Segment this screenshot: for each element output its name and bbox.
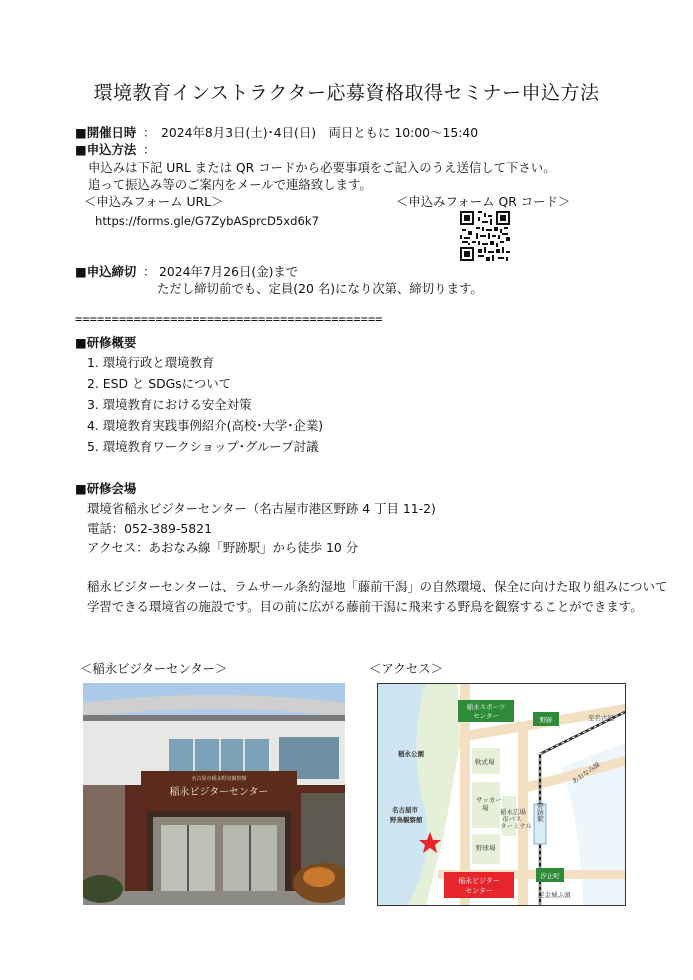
apply-colon: ： [143, 142, 156, 157]
sign-text: 稲永ビジターセンター [169, 787, 269, 798]
overview-item: 1. 環境行政と環境教育 [87, 355, 215, 370]
visitor-center-photo [83, 683, 345, 905]
form-qr-heading: ＜申込みフォーム QR コード＞ [396, 194, 571, 209]
observatory-label-1: 名古屋市 [392, 806, 418, 814]
soccer-field-label-1: サッカー [476, 796, 502, 804]
overview-heading: ■研修概要 [75, 335, 137, 350]
apply-label: ■申込方法 [75, 142, 137, 157]
deadline-value: 2024年7月26日(金)まで [159, 264, 299, 279]
apply-line2: 追って振込み等のご案内をメールで連絡致します。 [88, 177, 372, 192]
bus-terminal-label-2: 市バス [502, 815, 522, 823]
sign-subtext: 名古屋市稲永野鳥観察館 [191, 776, 247, 782]
venue-description-line2: 学習できる環境省の施設です。目の前に広がる藤前干潟に飛来する野鳥を観察することができます。 [87, 599, 643, 614]
venue-phone: 電話：052-389-5821 [87, 521, 212, 536]
section-separator: ========================================== [75, 312, 383, 326]
yakyu-field-label: 野球場 [476, 844, 496, 852]
overview-item: 4. 環境教育実践事例紹介(高校･大学･企業) [87, 418, 324, 433]
deadline-note: ただし締切前でも、定員(20 名)になり次第、締切ります。 [157, 281, 483, 296]
event-date-colon: ： [143, 125, 156, 140]
overview-item: 2. ESD と SDGsについて [87, 376, 232, 391]
page-title: 環境教育インストラクター応募資格取得セミナー申込方法 [93, 82, 600, 104]
event-date-label: ■開催日時 [75, 125, 137, 140]
map-caption: ＜アクセス＞ [369, 661, 443, 676]
photo-caption: ＜稲永ビジターセンター＞ [80, 661, 228, 676]
deadline-label: ■申込締切 [75, 264, 137, 279]
aonami-line-label: あおなみ線 [570, 760, 602, 786]
overview-item: 5. 環境教育ワークショップ･グループ討議 [87, 439, 319, 454]
station-label: 野跡駅 [536, 802, 544, 822]
observatory-label-2: 野鳥観察館 [390, 816, 423, 824]
venue-access: アクセス：あおなみ線「野跡駅」から徒歩 10 分 [87, 540, 359, 555]
to-nagoya-label: 至名古屋 [588, 714, 614, 722]
sports-center-label: 稲永スポーツ [466, 703, 506, 711]
visitor-center-map-label-1: 稲永ビジター [458, 877, 500, 885]
sunamachi-label: 汐止町 [540, 872, 560, 880]
venue-name: 環境省稲永ビジターセンター（名古屋市港区野跡 4 丁目 11-2) [87, 501, 436, 516]
apply-line1: 申込みは下記 URL または QR コードから必要事項をご記入のうえ送信して下さい。 [88, 160, 556, 175]
venue-description-line1: 稲永ビジターセンターは、ラムサール条約湿地「藤前干潟」の自然環境、保全に向けた取り組みについて [87, 579, 668, 594]
event-date-value: 2024年8月3日(土)･4日(日) 両日ともに 10:00～15:40 [161, 125, 479, 140]
baseball-field-label: 軟式場 [475, 758, 495, 766]
overview-item: 3. 環境教育における安全対策 [87, 397, 252, 412]
venue-heading: ■研修会場 [75, 481, 137, 496]
deadline-colon: ： [143, 264, 156, 279]
noseki-station-label: 野跡 [539, 716, 553, 724]
sports-center-label-2: センター [473, 712, 499, 720]
bus-terminal-label-3: ターミナル [500, 822, 533, 830]
bus-terminal-label-1: 稲永広場 [500, 808, 526, 816]
visitor-center-map-label-2: センター [465, 887, 493, 895]
qr-code-image[interactable] [460, 211, 510, 261]
soccer-field-label-2: 場 [482, 804, 489, 812]
access-map [377, 683, 626, 906]
form-url-link[interactable]: https://forms.gle/G7ZybASprcD5xd6k7 [95, 214, 319, 228]
park-label: 稲永公園 [398, 750, 424, 758]
form-url-heading: ＜申込みフォーム URL＞ [84, 194, 224, 209]
to-kinjo-label: 至金城ふ頭 [538, 891, 571, 899]
